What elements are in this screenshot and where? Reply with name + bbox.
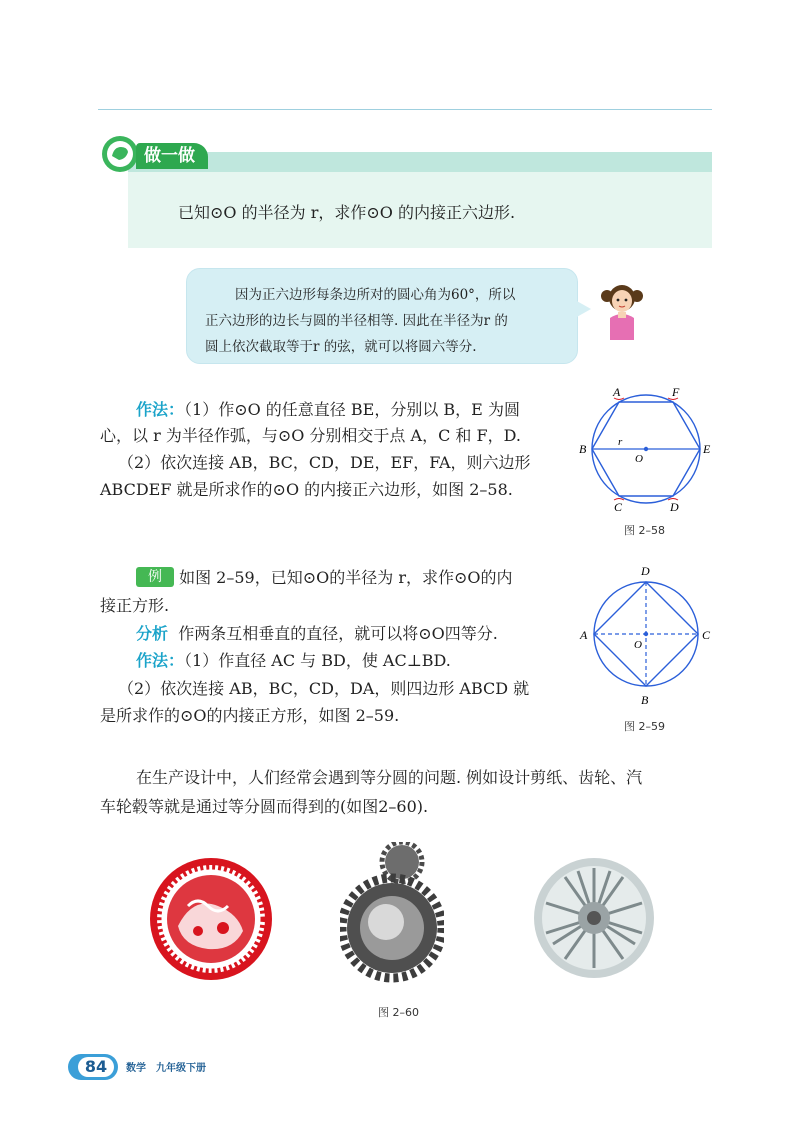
hint-line-1: 因为正六边形每条边所对的圆心角为60°，所以 [235,287,516,303]
paper-cut-image [148,856,274,982]
method1-step1: （1）作⊙O 的任意直径 BE，分别以 B，E 为圆 [184,400,520,419]
fig258-caption: 图 2–58 [624,524,665,537]
example-step-1: （1）作直径 AC 与 BD，使 AC⊥BD. [184,651,451,670]
hint-line-3: 圆上依次截取等于r 的弦，就可以将圆六等分. [205,339,477,355]
method1-line-2: 心，以 r 为半径作弧，与⊙O 分别相交于点 A，C 和 F，D. [100,426,521,445]
fig258-label-b: B [579,442,587,456]
fig258-label-o: O [635,453,643,465]
example-method-line [136,649,451,673]
fig258-label-r: r [618,436,623,448]
analysis-line [136,622,498,646]
fig259-label-c: C [702,628,711,642]
page-number-pill [68,1054,118,1080]
bubble-tail [575,300,591,318]
fig258-label-d: D [670,500,679,514]
example-step-2b: 是所求作的⊙O的内接正方形，如图 2–59. [100,706,400,725]
production-line-1: 在生产设计中，人们经常会遇到等分圆的问题. 例如设计剪纸、齿轮、汽 [136,768,643,787]
wheel-hub-image [532,856,656,980]
method1-line-4: ABCDEF 就是所求作的⊙O 的内接正六边形，如图 2–58. [100,480,513,499]
activity-band [128,152,712,172]
figure-2-58 [572,380,722,540]
fig258-label-f: F [672,385,680,399]
gear-image [340,842,444,992]
fig258-label-a: A [613,385,621,399]
page-number: 84 [78,1057,114,1077]
fig260-caption: 图 2–60 [378,1006,419,1019]
footer-book-title: 数学 九年级下册 [126,1063,206,1074]
analysis-label: 分析 [136,624,169,643]
student-girl-icon [600,278,644,342]
header-rule [98,109,712,110]
example-badge: 例 [136,567,174,587]
hint-line-2: 正六边形的边长与圆的半径相等. 因此在半径为r 的 [205,313,508,329]
method1-label: 作法： [136,400,185,419]
example-step-2a: （2）依次连接 AB，BC，CD，DA，则四边形 ABCD 就 [118,679,530,698]
analysis-text: 作两条互相垂直的直径，就可以将⊙O四等分. [178,624,498,643]
production-line-2: 车轮毂等就是通过等分圆而得到的(如图2–60). [100,797,429,816]
figure-2-59 [572,558,722,738]
hint-bubble [186,268,578,364]
activity-title: 做一做 [136,143,208,169]
fig259-label-d: D [641,564,650,578]
fig259-caption: 图 2–59 [624,720,665,733]
method1-line-3: （2）依次连接 AB，BC，CD，DE，EF，FA，则六边形 [118,453,531,472]
fig258-label-e: E [703,442,711,456]
fig259-label-b: B [641,693,649,707]
fig258-label-c: C [614,500,623,514]
fig259-label-o: O [634,639,642,651]
fig259-label-a: A [580,628,588,642]
example-text-1: 如图 2–59，已知⊙O的半径为 r，求作⊙O的内 [179,568,513,587]
example-method-label: 作法： [136,651,185,670]
example-line-2: 接正方形. [100,596,170,615]
activity-text: 已知⊙O 的半径为 r，求作⊙O 的内接正六边形. [178,203,516,222]
method1-line-1 [136,398,520,422]
example-line-1 [136,566,513,590]
